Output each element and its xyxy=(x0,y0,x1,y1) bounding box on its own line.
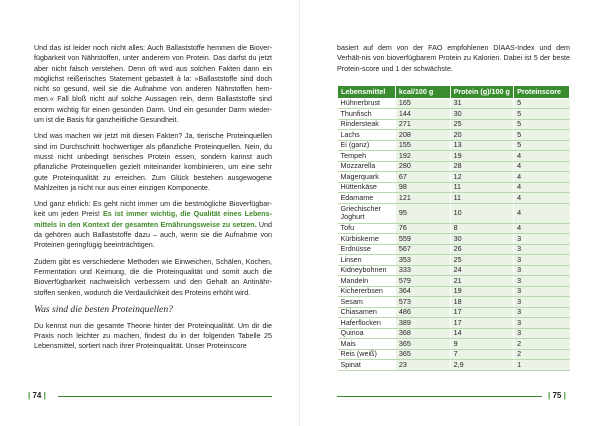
cell-food: Reis (weiß) xyxy=(338,349,396,360)
cell-protein: 28 xyxy=(450,161,513,172)
cell-protein: 17 xyxy=(450,318,513,329)
protein-table xyxy=(337,85,570,371)
table-row xyxy=(338,307,570,318)
cell-food: Hüttenkäse xyxy=(338,182,396,193)
cell-score: 4 xyxy=(514,193,570,204)
cell-food: Edamame xyxy=(338,193,396,204)
cell-food: Lachs xyxy=(338,130,396,141)
cell-protein: 25 xyxy=(450,119,513,130)
cell-protein: 20 xyxy=(450,130,513,141)
cell-food: Thunfisch xyxy=(338,109,396,120)
cell-protein: 25 xyxy=(450,255,513,266)
cell-kcal: 208 xyxy=(395,130,450,141)
cell-score: 2 xyxy=(514,339,570,350)
cell-protein: 11 xyxy=(450,193,513,204)
paragraph-methods: Zudem gibt es verschiedene Methoden wie Einweichen, Schälen, Kochen, Fermentation und Keimung, die die Proteinqualität und somit auch die Bioverfügbarkeit nachweislich verbessern und den Gehalt an Antinähr-stoffen senken, wodurch die Verdaulichkeit des Proteins erhöht wird. xyxy=(34,257,272,297)
table-row xyxy=(338,203,570,223)
cell-food: Erdnüsse xyxy=(338,244,396,255)
paragraph-score-explanation: basiert auf dem von der FAO empfohlenen DIAAS-Index und dem Verhält-nis von bioverfügbarem Protein zu Kalorien. Dabei ist 5 der beste Protein-score und 1 der schwächste. xyxy=(337,44,570,73)
cell-protein: 12 xyxy=(450,172,513,183)
right-page-text xyxy=(337,43,570,74)
cell-score: 4 xyxy=(514,151,570,162)
cell-protein: 17 xyxy=(450,307,513,318)
cell-protein: 11 xyxy=(450,182,513,193)
cell-protein: 31 xyxy=(450,98,513,109)
cell-score: 3 xyxy=(514,328,570,339)
cell-protein: 2,9 xyxy=(450,360,513,371)
table-row xyxy=(338,119,570,130)
cell-protein: 8 xyxy=(450,223,513,234)
paragraph-bioavailability xyxy=(34,199,272,250)
cell-food: Magerquark xyxy=(338,172,396,183)
cell-score: 3 xyxy=(514,318,570,329)
cell-score: 5 xyxy=(514,98,570,109)
header-protein: Protein (g)/100 g xyxy=(450,86,513,99)
cell-score: 4 xyxy=(514,203,570,223)
cell-kcal: 144 xyxy=(395,109,450,120)
cell-score: 4 xyxy=(514,172,570,183)
cell-protein: 13 xyxy=(450,140,513,151)
cell-score: 3 xyxy=(514,276,570,287)
cell-food: Kichererbsen xyxy=(338,286,396,297)
cell-protein: 26 xyxy=(450,244,513,255)
paragraph-bioavailability-intro: Und ganz ehrlich: Es geht nicht immer um die bestmögliche Bioverfügbar-keit um jeden Preis! xyxy=(34,200,272,219)
cell-protein: 14 xyxy=(450,328,513,339)
cell-score: 3 xyxy=(514,255,570,266)
cell-protein: 7 xyxy=(450,349,513,360)
cell-score: 4 xyxy=(514,182,570,193)
cell-protein: 19 xyxy=(450,286,513,297)
cell-food: Griechischer Joghurt xyxy=(338,203,396,223)
cell-kcal: 95 xyxy=(395,203,450,223)
cell-kcal: 368 xyxy=(395,328,450,339)
cell-kcal: 567 xyxy=(395,244,450,255)
cell-score: 2 xyxy=(514,349,570,360)
page-number-left: 74 xyxy=(32,391,42,400)
table-row xyxy=(338,98,570,109)
cell-kcal: 333 xyxy=(395,265,450,276)
paragraph-fiber: Und das ist leider noch nicht alles: Auch Ballaststoffe hemmen die Biover-fügbarkeit von Nährstoffen, unter anderem von Protein. Das darfst du jetzt aber nicht falsch verstehen. Denn oft wird aus solchen Fakten dann ein möglichst reißerisches Statement gebastelt à la: »Ballaststoffe sind doch nicht so gesund, weil sie die Aufnahme von anderen Nährstoffen hem-men.« Fall bloß nicht auf solche Aussagen rein, denn Ballaststoffe sind enorm wichtig für einen gesunden Darm. Und ein gesunder Darm wieder-um ist die Basis für ganzheitliche Gesundheit. xyxy=(34,44,272,125)
cell-food: Ei (ganz) xyxy=(338,140,396,151)
cell-food: Sesam xyxy=(338,297,396,308)
cell-score: 5 xyxy=(514,119,570,130)
cell-food: Kürbiskerne xyxy=(338,234,396,245)
cell-food: Tempeh xyxy=(338,151,396,162)
table-body xyxy=(338,98,570,370)
folio-bar-right-2: | xyxy=(563,391,566,400)
table-row xyxy=(338,255,570,266)
left-page-text xyxy=(34,43,272,352)
table-row xyxy=(338,140,570,151)
cell-kcal: 280 xyxy=(395,161,450,172)
cell-food: Mais xyxy=(338,339,396,350)
cell-score: 5 xyxy=(514,140,570,151)
table-row xyxy=(338,161,570,172)
table-row xyxy=(338,360,570,371)
cell-score: 4 xyxy=(514,223,570,234)
cell-food: Haferflocken xyxy=(338,318,396,329)
folio-bar-left: | xyxy=(28,391,31,400)
cell-protein: 19 xyxy=(450,151,513,162)
table-row xyxy=(338,339,570,350)
table-row xyxy=(338,265,570,276)
cell-kcal: 365 xyxy=(395,339,450,350)
cell-food: Spinat xyxy=(338,360,396,371)
cell-protein: 9 xyxy=(450,339,513,350)
cell-food: Mandeln xyxy=(338,276,396,287)
cell-kcal: 121 xyxy=(395,193,450,204)
cell-kcal: 165 xyxy=(395,98,450,109)
cell-food: Chiasamen xyxy=(338,307,396,318)
cell-protein: 30 xyxy=(450,109,513,120)
table-row xyxy=(338,318,570,329)
cell-protein: 24 xyxy=(450,265,513,276)
folio-bar-left-2: | xyxy=(43,391,46,400)
cell-kcal: 271 xyxy=(395,119,450,130)
cell-food: Kidneybohnen xyxy=(338,265,396,276)
cell-kcal: 98 xyxy=(395,182,450,193)
table-row xyxy=(338,234,570,245)
header-kcal: kcal/100 g xyxy=(395,86,450,99)
table-row xyxy=(338,349,570,360)
table-row xyxy=(338,172,570,183)
cell-kcal: 192 xyxy=(395,151,450,162)
footer-rule-right xyxy=(337,396,542,397)
cell-kcal: 389 xyxy=(395,318,450,329)
cell-kcal: 559 xyxy=(395,234,450,245)
folio-left xyxy=(28,391,46,401)
cell-food: Hühnerbrust xyxy=(338,98,396,109)
cell-score: 3 xyxy=(514,234,570,245)
cell-kcal: 353 xyxy=(395,255,450,266)
cell-protein: 18 xyxy=(450,297,513,308)
cell-food: Tofu xyxy=(338,223,396,234)
header-food: Lebensmittel xyxy=(338,86,396,99)
cell-kcal: 365 xyxy=(395,349,450,360)
table-row xyxy=(338,151,570,162)
folio-bar-right: | xyxy=(548,391,551,400)
table-row xyxy=(338,286,570,297)
paragraph-bioavailability-outro: Und da gehören auch Ballaststoffe dazu – auch, wenn sie die Aufnahme von Proteinen geringfügig beeinträchtigen. xyxy=(34,220,272,250)
cell-food: Mozzarella xyxy=(338,161,396,172)
table-row xyxy=(338,223,570,234)
page-number-right: 75 xyxy=(552,391,562,400)
header-score: Proteinscore xyxy=(514,86,570,99)
cell-kcal: 573 xyxy=(395,297,450,308)
cell-food: Rindersteak xyxy=(338,119,396,130)
cell-food: Quinoa xyxy=(338,328,396,339)
cell-kcal: 579 xyxy=(395,276,450,287)
cell-kcal: 155 xyxy=(395,140,450,151)
cell-score: 3 xyxy=(514,265,570,276)
table-row xyxy=(338,109,570,120)
cell-score: 3 xyxy=(514,297,570,308)
cell-protein: 21 xyxy=(450,276,513,287)
cell-score: 4 xyxy=(514,161,570,172)
cell-score: 3 xyxy=(514,307,570,318)
table-row xyxy=(338,193,570,204)
table-row xyxy=(338,328,570,339)
footer-rule-left xyxy=(58,396,272,397)
paragraph-table-intro: Du kennst nun die gesamte Theorie hinter der Proteinqualität. Um dir die Praxis noch leichter zu machen, findest du in der folgenden Tabelle 25 Lebensmittel, sortiert nach ihrer Proteinqualität. Unser Proteinscore xyxy=(34,321,272,351)
cell-kcal: 23 xyxy=(395,360,450,371)
cell-score: 3 xyxy=(514,286,570,297)
paragraph-protein-sources: Und was machen wir jetzt mit diesen Fakten? Ja, tierische Proteinquellen sind im Durchschnitt hochwertiger als pflanzliche Proteinquellen. Nein, du musst nicht unbedingt tierisches Protein essen, sondern kannst auch pflanzliche Proteinquellen gezielt miteinander kombinieren, um eine sehr gute Proteinqualität zu erreichen. Zum Glück bestehen ausgewogene Mahlzeiten ja nicht nur aus einer einzigen Komponente. xyxy=(34,132,272,192)
cell-kcal: 76 xyxy=(395,223,450,234)
cell-score: 3 xyxy=(514,244,570,255)
cell-kcal: 364 xyxy=(395,286,450,297)
cell-protein: 10 xyxy=(450,203,513,223)
cell-protein: 30 xyxy=(450,234,513,245)
folio-right xyxy=(548,391,566,401)
table-row xyxy=(338,297,570,308)
table-row xyxy=(338,276,570,287)
cell-score: 5 xyxy=(514,130,570,141)
table-row xyxy=(338,130,570,141)
cell-kcal: 67 xyxy=(395,172,450,183)
table-row xyxy=(338,182,570,193)
section-heading: Was sind die besten Proteinquellen? xyxy=(34,303,173,315)
cell-kcal: 486 xyxy=(395,307,450,318)
highlight-statement: Es ist immer wichtig, die Qualität eines Lebens-mittels in den Kontext der gesamten Ernährungsweise zu setzen. xyxy=(34,210,272,229)
cell-food: Linsen xyxy=(338,255,396,266)
table-row xyxy=(338,244,570,255)
table-header-row xyxy=(338,86,570,99)
cell-score: 5 xyxy=(514,109,570,120)
cell-score: 1 xyxy=(514,360,570,371)
